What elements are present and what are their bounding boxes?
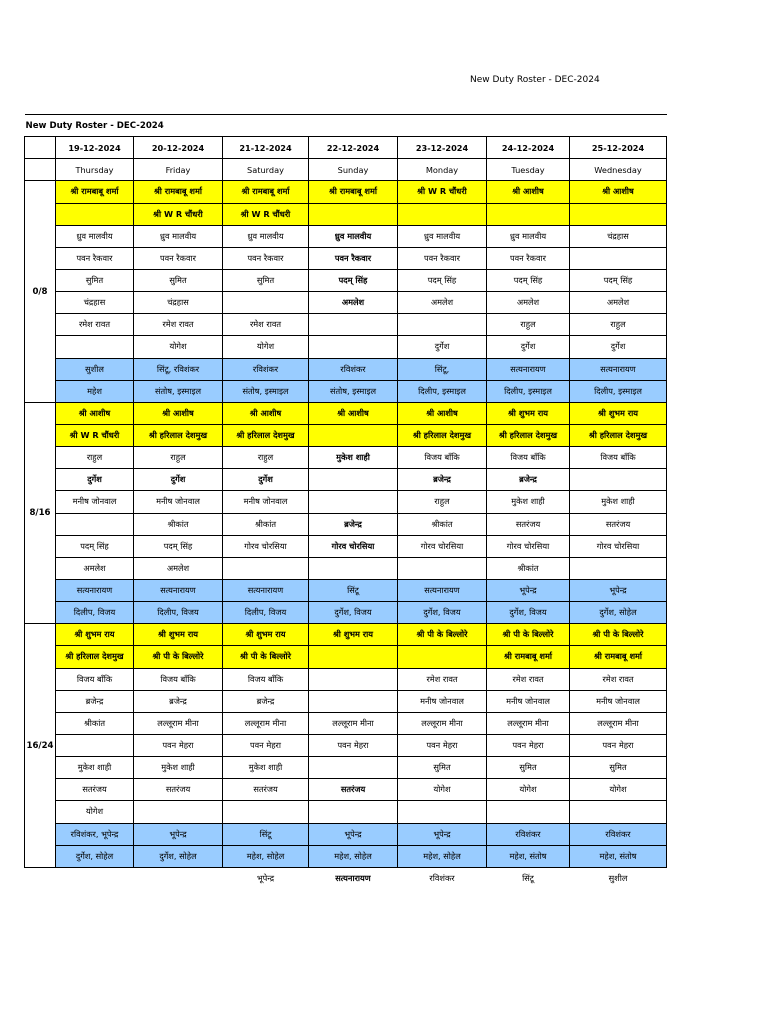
staff-cell: सुमित — [398, 757, 487, 779]
date-header: 22-12-2024 — [309, 137, 398, 159]
day-header: Sunday — [309, 159, 398, 181]
staff-cell: योगेश — [570, 779, 667, 801]
header-corner — [25, 159, 56, 181]
staff-cell — [56, 513, 134, 535]
support-staff-cell: भूपेन्द्र — [309, 823, 398, 845]
day-header: Tuesday — [487, 159, 570, 181]
staff-cell: श्रीकांत — [487, 557, 570, 579]
staff-cell: श्रीकांत — [56, 712, 134, 734]
staff-cell: मनीष जोनवाल — [134, 491, 223, 513]
day-header: Thursday — [56, 159, 134, 181]
support-staff-cell: सिंटू — [223, 823, 309, 845]
staff-cell: दुर्गेश — [398, 336, 487, 358]
staff-cell: सुमित — [223, 269, 309, 291]
staff-cell: योगेश — [56, 801, 134, 823]
staff-cell — [223, 801, 309, 823]
officer-cell — [56, 203, 134, 225]
staff-cell: पवन मेहरा — [487, 734, 570, 756]
support-staff-cell: महेश, सोहेल — [223, 845, 309, 867]
footer-cell — [56, 867, 134, 889]
staff-cell: मनीष जोनवाल — [398, 690, 487, 712]
staff-cell — [309, 469, 398, 491]
staff-cell — [309, 557, 398, 579]
staff-cell: पदम् सिंह — [134, 535, 223, 557]
staff-cell: पवन मेहरा — [398, 734, 487, 756]
officer-cell — [398, 646, 487, 668]
staff-cell: सतरंजय — [56, 779, 134, 801]
staff-cell — [309, 757, 398, 779]
staff-cell: पदम् सिंह — [487, 269, 570, 291]
staff-cell: ब्रजेन्द्र — [309, 513, 398, 535]
support-staff-cell: रविशंकर — [570, 823, 667, 845]
roster-row — [25, 269, 667, 291]
staff-cell: पदम् सिंह — [56, 535, 134, 557]
staff-cell — [309, 314, 398, 336]
footer-cell: भूपेन्द्र — [256, 872, 275, 883]
staff-cell: रमेश रावत — [223, 314, 309, 336]
staff-cell: मुकेश शाही — [134, 757, 223, 779]
staff-cell: राहुल — [56, 447, 134, 469]
date-header: 20-12-2024 — [134, 137, 223, 159]
staff-cell: श्रीकांत — [134, 513, 223, 535]
staff-cell: अमलेश — [398, 292, 487, 314]
staff-cell: सुमित — [134, 269, 223, 291]
day-header: Monday — [398, 159, 487, 181]
staff-cell: रमेश रावत — [56, 314, 134, 336]
staff-cell — [309, 801, 398, 823]
staff-cell: अमलेश — [570, 292, 667, 314]
support-staff-cell: महेश, संतोष — [487, 845, 570, 867]
support-staff-cell: दुर्गेश, विजय — [309, 602, 398, 624]
staff-cell: अमलेश — [134, 557, 223, 579]
staff-cell: पदम् सिंह — [309, 269, 398, 291]
staff-cell: मुकेश शाही — [487, 491, 570, 513]
staff-cell: पवन मेहरा — [134, 734, 223, 756]
header-corner — [25, 137, 56, 159]
roster-row — [25, 424, 667, 446]
staff-cell: ध्रुव मालवीय — [223, 225, 309, 247]
roster-row — [25, 513, 667, 535]
officer-cell: श्री पी के बिल्लोरे — [487, 624, 570, 646]
support-staff-cell: भूपेन्द्र — [487, 579, 570, 601]
roster-row — [25, 801, 667, 823]
officer-cell: श्री हरिलाल देशमुख — [56, 646, 134, 668]
staff-cell — [487, 801, 570, 823]
support-staff-cell: दुर्गेश, विजय — [398, 602, 487, 624]
staff-cell: गोरव चोरसिया — [487, 535, 570, 557]
staff-cell — [570, 557, 667, 579]
date-header: 21-12-2024 — [223, 137, 309, 159]
staff-cell: मुकेश शाही — [223, 757, 309, 779]
roster-row — [25, 734, 667, 756]
shift-label: 8/16 — [25, 402, 56, 623]
support-staff-cell: रविशंकर — [309, 358, 398, 380]
date-header: 23-12-2024 — [398, 137, 487, 159]
support-staff-cell: महेश, सोहेल — [398, 845, 487, 867]
roster-row — [25, 247, 667, 269]
staff-cell: चंद्रहास — [56, 292, 134, 314]
support-staff-cell: दुर्गेश, सोहेल — [56, 845, 134, 867]
staff-cell: सुमित — [487, 757, 570, 779]
staff-cell: राहुल — [223, 447, 309, 469]
staff-cell: दुर्गेश — [570, 336, 667, 358]
roster-row — [25, 579, 667, 601]
staff-cell: दुर्गेश — [487, 336, 570, 358]
officer-cell: श्री आशीष — [398, 402, 487, 424]
staff-cell: योगेश — [134, 336, 223, 358]
roster-row — [25, 292, 667, 314]
officer-cell: श्री W R चौंधरी — [223, 203, 309, 225]
officer-cell — [309, 646, 398, 668]
staff-cell: चंद्रहास — [134, 292, 223, 314]
staff-cell: श्रीकांत — [398, 513, 487, 535]
officer-cell: श्री आशीष — [309, 402, 398, 424]
staff-cell: पवन रैकवार — [223, 247, 309, 269]
staff-cell: पवन रैकवार — [134, 247, 223, 269]
staff-cell: गोरव चोरसिया — [570, 535, 667, 557]
staff-cell: लल्लूराम मीना — [570, 712, 667, 734]
staff-cell — [570, 247, 667, 269]
date-header: 25-12-2024 — [570, 137, 667, 159]
officer-cell: श्री हरिलाल देशमुख — [487, 424, 570, 446]
officer-cell — [309, 203, 398, 225]
support-staff-cell: रविशंकर — [223, 358, 309, 380]
support-staff-cell: भूपेन्द्र — [134, 823, 223, 845]
support-staff-cell: सत्यनारायण — [134, 579, 223, 601]
roster-row — [25, 845, 667, 867]
staff-cell: पदम् सिंह — [570, 269, 667, 291]
staff-cell: ध्रुव मालवीय — [56, 225, 134, 247]
officer-cell: श्री पी के बिल्लोरे — [398, 624, 487, 646]
day-header-row — [25, 159, 667, 181]
page-title: New Duty Roster - DEC-2024 — [470, 75, 600, 85]
staff-cell — [398, 801, 487, 823]
staff-cell: राहुल — [487, 314, 570, 336]
staff-cell — [398, 314, 487, 336]
duty-roster-table — [24, 114, 666, 889]
support-staff-cell: दिलीप, विजय — [223, 602, 309, 624]
staff-cell: गोरव चोरसिया — [309, 535, 398, 557]
staff-cell — [309, 336, 398, 358]
staff-cell — [134, 801, 223, 823]
officer-cell: श्री पी के बिल्लोरे — [223, 646, 309, 668]
support-staff-cell: सत्यनारायण — [223, 579, 309, 601]
table-title-row — [25, 115, 667, 137]
officer-cell: श्री शुभम राय — [309, 624, 398, 646]
staff-cell: लल्लूराम मीना — [223, 712, 309, 734]
staff-cell: मनीष जोनवाल — [223, 491, 309, 513]
footer-spacer — [25, 867, 56, 889]
staff-cell: लल्लूराम मीना — [134, 712, 223, 734]
staff-cell: विजय बॉंकि — [134, 668, 223, 690]
roster-row — [25, 646, 667, 668]
officer-cell: श्री आशीष — [134, 402, 223, 424]
roster-row — [25, 336, 667, 358]
staff-cell: मनीष जोनवाल — [56, 491, 134, 513]
officer-cell: श्री शुभम राय — [570, 402, 667, 424]
roster-row — [25, 557, 667, 579]
shift-label: 0/8 — [25, 181, 56, 402]
staff-cell: गोरव चोरसिया — [398, 535, 487, 557]
staff-cell: ध्रुव मालवीय — [398, 225, 487, 247]
staff-cell: योगेश — [487, 779, 570, 801]
officer-cell: श्री W R चौंधरी — [134, 203, 223, 225]
support-staff-cell: दिलीप, इस्माइल — [398, 380, 487, 402]
date-header-row — [25, 137, 667, 159]
support-staff-cell: संतोष, इस्माइल — [223, 380, 309, 402]
support-staff-cell: भूपेन्द्र — [570, 579, 667, 601]
day-header: Friday — [134, 159, 223, 181]
officer-cell: श्री हरिलाल देशमुख — [134, 424, 223, 446]
staff-cell: सतरंजय — [487, 513, 570, 535]
staff-cell: योगेश — [398, 779, 487, 801]
staff-cell: दुर्गेश — [223, 469, 309, 491]
staff-cell: पदम् सिंह — [398, 269, 487, 291]
support-staff-cell: महेश, संतोष — [570, 845, 667, 867]
staff-cell: ध्रुव मालवीय — [134, 225, 223, 247]
officer-cell: श्री आशीष — [56, 402, 134, 424]
support-staff-cell: रविशंकर, भूपेन्द्र — [56, 823, 134, 845]
staff-cell: पवन रैकवार — [309, 247, 398, 269]
staff-cell: रमेश रावत — [134, 314, 223, 336]
officer-cell: श्री शुभम राय — [134, 624, 223, 646]
staff-cell — [309, 690, 398, 712]
roster-row — [25, 447, 667, 469]
roster-row — [25, 535, 667, 557]
support-staff-cell: सत्यनारायण — [56, 579, 134, 601]
support-staff-cell: महेश, सोहेल — [309, 845, 398, 867]
officer-cell: श्री आशीष — [570, 181, 667, 203]
officer-cell: श्री हरिलाल देशमुख — [398, 424, 487, 446]
staff-cell: ब्रजेन्द्र — [398, 469, 487, 491]
officer-cell: श्री शुभम राय — [223, 624, 309, 646]
officer-cell — [309, 424, 398, 446]
staff-cell: श्रीकांत — [223, 513, 309, 535]
date-header: 24-12-2024 — [487, 137, 570, 159]
support-staff-cell: दिलीप, विजय — [134, 602, 223, 624]
staff-cell: सतरंजय — [570, 513, 667, 535]
roster-row — [25, 779, 667, 801]
staff-cell: रमेश रावत — [398, 668, 487, 690]
day-header: Saturday — [223, 159, 309, 181]
roster-row — [25, 225, 667, 247]
staff-cell: सतरंजय — [134, 779, 223, 801]
roster-row — [25, 469, 667, 491]
staff-cell: सुमित — [56, 269, 134, 291]
officer-cell: श्री रामबाबू शर्मा — [487, 646, 570, 668]
support-staff-cell: रविशंकर — [487, 823, 570, 845]
staff-cell: ब्रजेन्द्र — [134, 690, 223, 712]
officer-cell: श्री W R चौंधरी — [398, 181, 487, 203]
support-staff-cell: भूपेन्द्र — [398, 823, 487, 845]
footer-cell — [134, 867, 223, 889]
roster-row — [25, 690, 667, 712]
staff-cell — [570, 469, 667, 491]
staff-cell — [309, 491, 398, 513]
support-staff-cell: दुर्गेश, विजय — [487, 602, 570, 624]
officer-cell: श्री आशीष — [223, 402, 309, 424]
officer-cell — [570, 203, 667, 225]
support-staff-cell: संतोष, इस्माइल — [134, 380, 223, 402]
officer-cell: श्री W R चौंधरी — [56, 424, 134, 446]
support-staff-cell: दिलीप, इस्माइल — [570, 380, 667, 402]
roster-row — [25, 757, 667, 779]
staff-cell: राहुल — [398, 491, 487, 513]
table-title: New Duty Roster - DEC-2024 — [25, 115, 667, 137]
staff-cell: पवन रैकवार — [398, 247, 487, 269]
staff-cell: रमेश रावत — [487, 668, 570, 690]
officer-cell — [398, 203, 487, 225]
staff-cell: लल्लूराम मीना — [398, 712, 487, 734]
staff-cell: दुर्गेश — [56, 469, 134, 491]
roster-row — [25, 602, 667, 624]
staff-cell: सुमित — [570, 757, 667, 779]
staff-cell: सतरंजय — [309, 779, 398, 801]
roster-row — [25, 314, 667, 336]
footer-cell: सुशील — [608, 872, 628, 883]
staff-cell: विजय बॉंकि — [570, 447, 667, 469]
staff-cell: ब्रजेन्द्र — [56, 690, 134, 712]
officer-cell: श्री शुभम राय — [56, 624, 134, 646]
support-staff-cell: दुर्गेश, सोहेल — [134, 845, 223, 867]
officer-cell — [487, 203, 570, 225]
officer-cell: श्री शुभम राय — [487, 402, 570, 424]
support-staff-cell: सत्यनारायण — [487, 358, 570, 380]
support-staff-cell: सिंटू — [309, 579, 398, 601]
roster-row — [25, 624, 667, 646]
support-staff-cell: दिलीप, विजय — [56, 602, 134, 624]
roster-row — [25, 823, 667, 845]
staff-cell — [570, 801, 667, 823]
officer-cell: श्री पी के बिल्लोरे — [134, 646, 223, 668]
roster-row — [25, 668, 667, 690]
staff-cell — [398, 557, 487, 579]
staff-cell: ब्रजेन्द्र — [487, 469, 570, 491]
footer-cell: सिंटू — [522, 872, 534, 883]
staff-cell — [309, 668, 398, 690]
staff-cell: मुकेश शाही — [570, 491, 667, 513]
support-staff-cell: दुर्गेश, सोहेल — [570, 602, 667, 624]
staff-cell: पवन मेहरा — [309, 734, 398, 756]
footer-cell: रविशंकर — [429, 872, 455, 883]
staff-cell: मुकेश शाही — [56, 757, 134, 779]
staff-cell: अमलेश — [309, 292, 398, 314]
staff-cell: मनीष जोनवाल — [570, 690, 667, 712]
roster-row — [25, 380, 667, 402]
staff-cell: विजय बॉंकि — [487, 447, 570, 469]
officer-cell: श्री रामबाबू शर्मा — [56, 181, 134, 203]
staff-cell: योगेश — [223, 336, 309, 358]
staff-cell: पवन मेहरा — [570, 734, 667, 756]
roster-row — [25, 402, 667, 424]
staff-cell: विजय बॉंकि — [56, 668, 134, 690]
support-staff-cell: सत्यनारायण — [570, 358, 667, 380]
staff-cell: चंद्रहास — [570, 225, 667, 247]
support-staff-cell: सिंटू, रविशंकर — [134, 358, 223, 380]
officer-cell: श्री हरिलाल देशमुख — [223, 424, 309, 446]
date-header: 19-12-2024 — [56, 137, 134, 159]
staff-cell — [56, 734, 134, 756]
support-staff-cell: संतोष, इस्माइल — [309, 380, 398, 402]
staff-cell: विजय बॉंकि — [398, 447, 487, 469]
staff-cell: पवन मेहरा — [223, 734, 309, 756]
shift-label: 16/24 — [25, 624, 56, 868]
staff-cell: मनीष जोनवाल — [487, 690, 570, 712]
staff-cell: विजय बॉंकि — [223, 668, 309, 690]
support-staff-cell: सत्यनारायण — [398, 579, 487, 601]
staff-cell: ध्रुव मालवीय — [487, 225, 570, 247]
officer-cell: श्री रामबाबू शर्मा — [134, 181, 223, 203]
staff-cell: पवन रैकवार — [56, 247, 134, 269]
roster-row — [25, 203, 667, 225]
staff-cell — [223, 557, 309, 579]
support-staff-cell: महेश — [56, 380, 134, 402]
roster-row — [25, 712, 667, 734]
officer-cell: श्री रामबाबू शर्मा — [570, 646, 667, 668]
staff-cell: मुकेश शाही — [309, 447, 398, 469]
officer-cell: श्री रामबाबू शर्मा — [309, 181, 398, 203]
staff-cell: पवन रैकवार — [487, 247, 570, 269]
day-header: Wednesday — [570, 159, 667, 181]
staff-cell: अमलेश — [56, 557, 134, 579]
staff-cell: सतरंजय — [223, 779, 309, 801]
roster-row — [25, 491, 667, 513]
staff-cell: राहुल — [570, 314, 667, 336]
support-staff-cell: दिलीप, इस्माइल — [487, 380, 570, 402]
roster-row — [25, 181, 667, 203]
staff-cell: अमलेश — [487, 292, 570, 314]
staff-cell: रमेश रावत — [570, 668, 667, 690]
footer-cell: सत्यनारायण — [335, 872, 371, 883]
staff-cell: दुर्गेश — [134, 469, 223, 491]
staff-cell: ब्रजेन्द्र — [223, 690, 309, 712]
staff-cell — [56, 336, 134, 358]
officer-cell: श्री रामबाबू शर्मा — [223, 181, 309, 203]
officer-cell: श्री पी के बिल्लोरे — [570, 624, 667, 646]
staff-cell — [223, 292, 309, 314]
support-staff-cell: सिंटू, — [398, 358, 487, 380]
staff-cell: लल्लूराम मीना — [487, 712, 570, 734]
staff-cell: ध्रुव मालवीय — [309, 225, 398, 247]
roster-row — [25, 358, 667, 380]
staff-cell: गोरव चोरसिया — [223, 535, 309, 557]
officer-cell: श्री हरिलाल देशमुख — [570, 424, 667, 446]
staff-cell: राहुल — [134, 447, 223, 469]
footer-row — [25, 867, 667, 889]
support-staff-cell: सुशील — [56, 358, 134, 380]
officer-cell: श्री आशीष — [487, 181, 570, 203]
staff-cell: लल्लूराम मीना — [309, 712, 398, 734]
